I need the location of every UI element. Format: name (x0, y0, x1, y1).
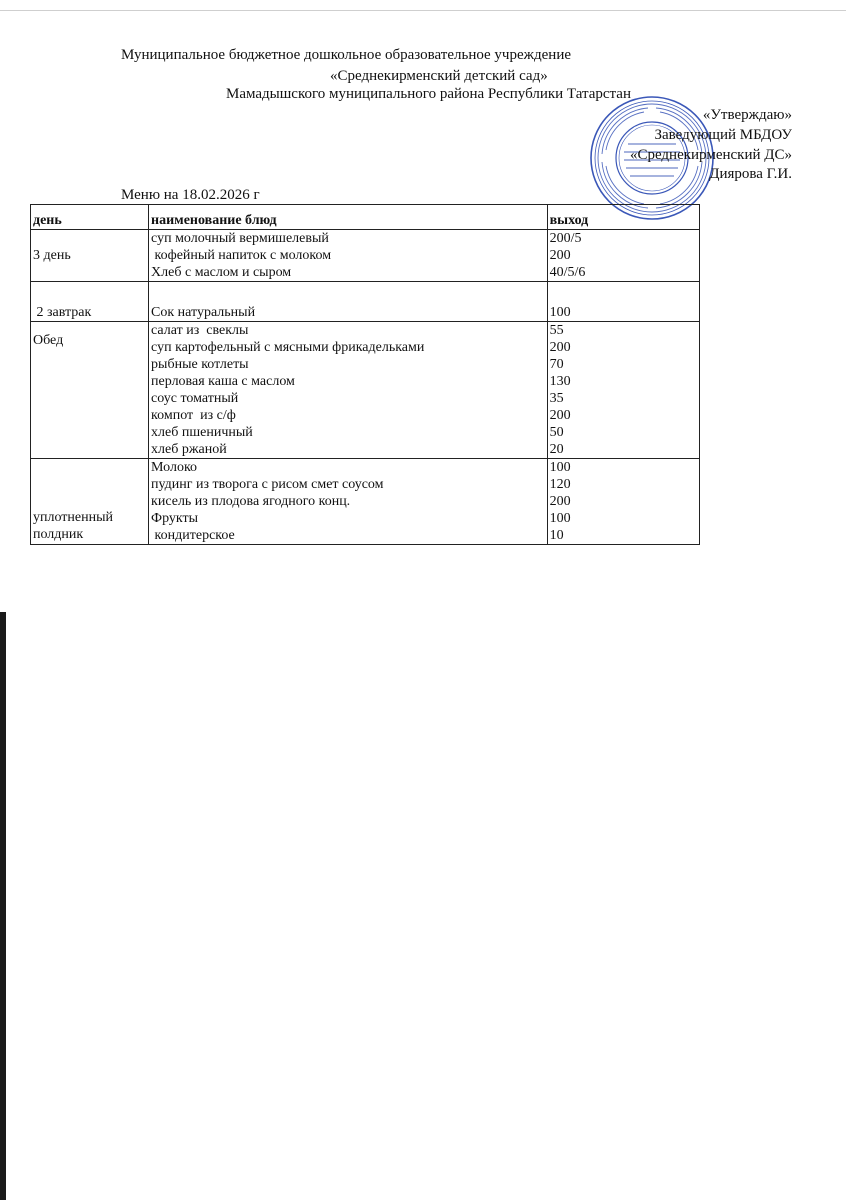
portion-item: 200 (549, 408, 571, 423)
header-dishes: наименование блюд (149, 205, 548, 230)
dish-list (149, 282, 548, 322)
header-day: день (31, 205, 149, 230)
portion-item: 200/5 (549, 231, 582, 246)
table-row-second-breakfast (31, 282, 700, 322)
meal-name: 3 день (31, 230, 149, 282)
dish-item: кофейный напиток с молоком (151, 248, 332, 263)
dish-item: Хлеб с маслом и сыром (151, 265, 292, 280)
dish-item: Молоко (151, 460, 198, 475)
table-row-breakfast (31, 230, 700, 282)
menu-title: Меню на 18.02.2026 г (121, 187, 260, 203)
table-header-row (31, 205, 700, 230)
header-portion: выход (547, 205, 699, 230)
approval-line-4: Диярова Г.И. (709, 166, 792, 182)
portion-item: 20 (549, 442, 564, 457)
menu-table (30, 204, 700, 545)
scan-top-line (0, 10, 846, 11)
dish-item: Сок натуральный (151, 305, 256, 320)
dish-list (149, 230, 548, 282)
dish-item: рыбные котлеты (151, 357, 249, 372)
dish-item: компот из с/ф (151, 408, 236, 423)
portion-item: 130 (549, 374, 571, 389)
portion-item: 50 (549, 425, 564, 440)
dish-item: хлеб пшеничный (151, 425, 253, 440)
dish-list (149, 322, 548, 459)
dish-item: Фрукты (151, 511, 199, 526)
dish-item: кондитерское (151, 528, 235, 543)
portion-item: 100 (549, 511, 571, 526)
header-line-2: «Среднекирменский детский сад» (330, 68, 548, 84)
portion-item: 35 (549, 391, 564, 406)
portion-list (547, 230, 699, 282)
portion-item: 55 (549, 323, 564, 338)
portion-item: 100 (549, 305, 571, 320)
portion-item: 200 (549, 494, 571, 509)
dish-item: суп картофельный с мясными фрикадельками (151, 340, 425, 355)
meal-name: 2 завтрак (31, 282, 149, 322)
dish-item: хлеб ржаной (151, 442, 227, 457)
approval-line-1: «Утверждаю» (702, 107, 792, 123)
dish-item: суп молочный вермишелевый (151, 231, 329, 246)
dish-item: перловая каша с маслом (151, 374, 295, 389)
table-row-lunch (31, 322, 700, 459)
table-row-afternoon-snack (31, 459, 700, 545)
portion-item: 200 (549, 340, 571, 355)
header-line-1: Муниципальное бюджетное дошкольное образовательное учреждение (121, 47, 571, 63)
portion-item: 10 (549, 528, 564, 543)
portion-item: 40/5/6 (549, 265, 586, 280)
portion-item: 70 (549, 357, 564, 372)
portion-list (547, 459, 699, 545)
dish-list (149, 459, 548, 545)
approval-line-3: «Среднекирменский ДС» (629, 147, 792, 163)
scan-edge-shadow (0, 612, 6, 1200)
meal-name: Обед (31, 322, 149, 459)
portion-list (547, 282, 699, 322)
portion-list (547, 322, 699, 459)
portion-item: 120 (549, 477, 571, 492)
dish-item: салат из свеклы (151, 323, 249, 338)
portion-item: 100 (549, 460, 571, 475)
meal-name: уплотненный полдник (31, 459, 149, 545)
approval-line-2: Заведующий МБДОУ (654, 127, 792, 143)
dish-item: кисель из плодова ягодного конц. (151, 494, 351, 509)
portion-item: 200 (549, 248, 571, 263)
header-line-3: Мамадышского муниципального района Республики Татарстан (226, 86, 631, 102)
dish-item: пудинг из творога с рисом смет соусом (151, 477, 384, 492)
dish-item: соус томатный (151, 391, 239, 406)
